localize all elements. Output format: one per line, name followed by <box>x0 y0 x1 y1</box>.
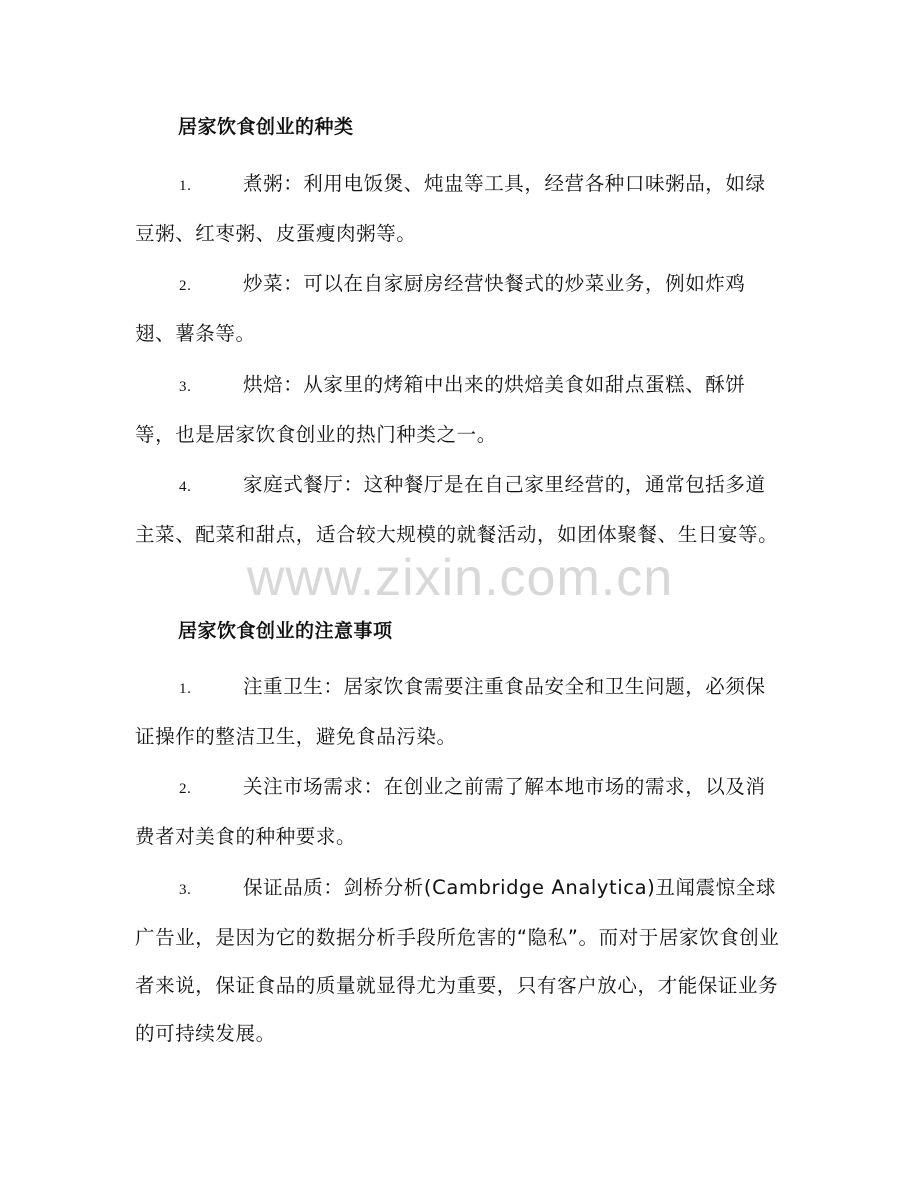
list-number: 3. <box>179 379 192 395</box>
list-item-text: 关注市场需求：在创业之前需了解本地市场的需求，以及消费者对美食的种种要求。 <box>135 775 766 848</box>
list-item <box>135 663 783 761</box>
list-item <box>135 361 783 459</box>
list-number: 2. <box>179 781 192 797</box>
list-number: 1. <box>179 178 192 194</box>
list-number: 4. <box>179 479 192 495</box>
list-item <box>135 763 783 861</box>
list-number: 2. <box>179 278 192 294</box>
list-item-text: 炒菜：可以在自家厨房经营快餐式的炒菜业务，例如炸鸡翅、薯条等。 <box>135 272 746 345</box>
list-item <box>135 260 783 358</box>
list-item-text: 保证品质：剑桥分析(Cambridge Analytica)丑闻震惊全球广告业，是因为它的数据分析手段所危害的“隐私”。而对于居家饮食创业者来说，保证食品的质量就显得尤为重要，只有客户放心，才能保证业务的可持续发展。 <box>135 876 780 1045</box>
list-item-text: 煮粥：利用电饭煲、炖盅等工具，经营各种口味粥品，如绿豆粥、红枣粥、皮蛋瘦肉粥等。 <box>135 172 766 245</box>
section-heading-notes: 居家饮食创业的注意事项 <box>178 620 393 642</box>
section-heading-types: 居家饮食创业的种类 <box>178 116 354 138</box>
list-item <box>135 864 783 1058</box>
watermark: www.zixin.com.cn <box>246 549 674 607</box>
list-item-text: 家庭式餐厅：这种餐厅是在自己家里经营的，通常包括多道主菜、配菜和甜点，适合较大规模的就餐活动，如团体聚餐、生日宴等。 <box>135 473 779 546</box>
list-number: 3. <box>179 882 192 898</box>
list-item <box>135 160 783 258</box>
list-number: 1. <box>179 681 192 697</box>
list-item-text: 注重卫生：居家饮食需要注重食品安全和卫生问题，必须保证操作的整洁卫生，避免食品污染。 <box>135 675 766 748</box>
list-item <box>135 461 783 559</box>
list-item-text: 烘焙：从家里的烤箱中出来的烘焙美食如甜点蛋糕、酥饼等，也是居家饮食创业的热门种类之一。 <box>135 373 746 446</box>
